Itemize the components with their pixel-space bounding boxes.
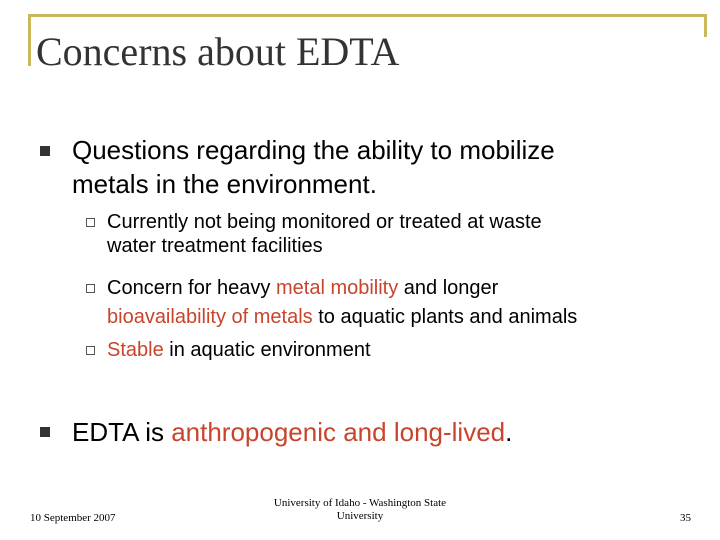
subbullet-2-line-2 <box>107 305 577 329</box>
square-bullet-icon <box>40 146 50 156</box>
bullet-1-line-1: Questions regarding the ability to mobilize <box>72 135 555 165</box>
subbullet-3-text: in aquatic environment <box>163 339 371 361</box>
subbullet-1-line-1: Currently not being monitored or treated at waste <box>107 211 542 233</box>
hollow-square-bullet-icon <box>86 284 95 293</box>
footer-institution <box>250 497 470 523</box>
title-frame-right-line <box>704 14 707 37</box>
footer-date: 10 September 2007 <box>30 512 116 524</box>
subbullet-2-text: and longer <box>398 277 499 299</box>
highlight-metal-mobility: metal mobility <box>275 277 399 299</box>
hollow-square-bullet-icon <box>86 218 95 227</box>
footer-institution-line-2: University <box>336 510 384 522</box>
highlight-anthropogenic: anthropogenic and long-lived <box>171 417 506 447</box>
highlight-stable: Stable <box>107 339 164 361</box>
bullet-2-text: . <box>505 417 513 447</box>
bullet-2-line-1 <box>72 415 512 449</box>
bullet-2-text: EDTA is <box>72 417 172 447</box>
hollow-square-bullet-icon <box>86 346 95 355</box>
highlight-bioavailability: bioavailability of metals <box>107 306 313 328</box>
footer-institution-line-1: University of Idaho - Washington State <box>273 497 447 509</box>
title-frame-top-line <box>28 14 706 17</box>
title-frame-left-line <box>28 14 31 66</box>
square-bullet-icon <box>40 427 50 437</box>
subbullet-1-line-2: water treatment facilities <box>107 235 323 257</box>
bullet-1-line-2: metals in the environment. <box>72 169 377 199</box>
subbullet-3-line-1 <box>107 338 371 362</box>
subbullet-2-text: to aquatic plants and animals <box>312 306 578 328</box>
slide-title: Concerns about EDTA <box>36 29 400 74</box>
page-number: 35 <box>680 512 691 524</box>
subbullet-2-line-1 <box>107 276 498 300</box>
subbullet-2-text: Concern for heavy <box>107 277 276 299</box>
